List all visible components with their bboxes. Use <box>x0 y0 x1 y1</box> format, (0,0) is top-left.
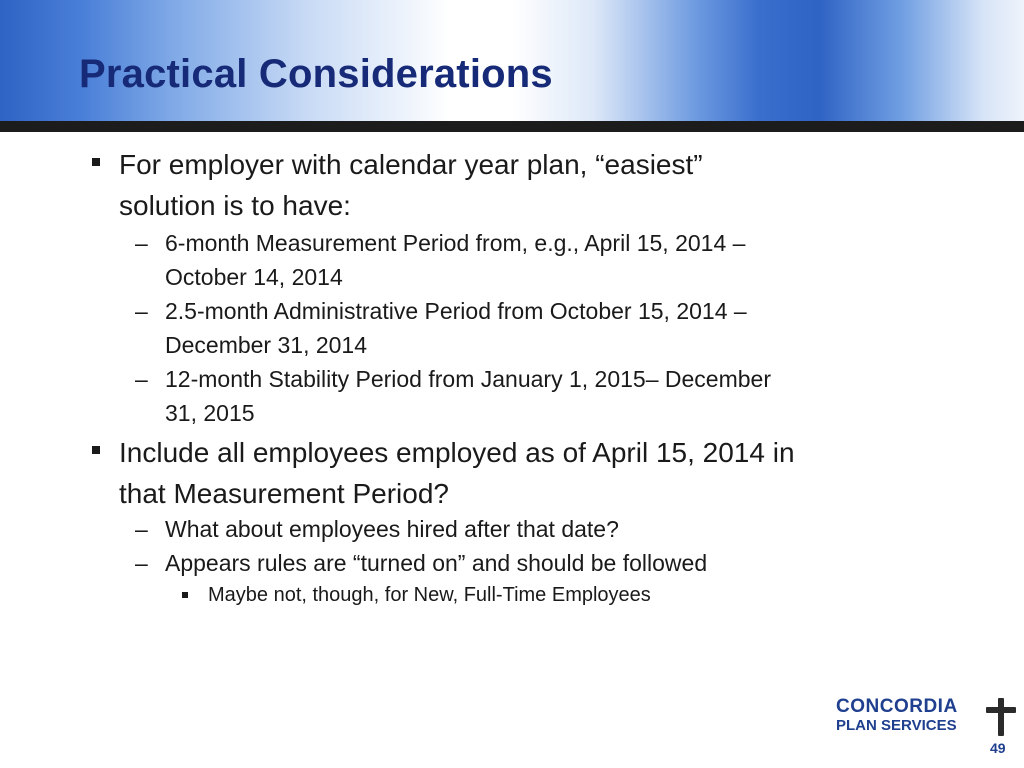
dash-bullet-icon: – <box>135 550 148 576</box>
sub-bullet-3-line-2: 31, 2015 <box>165 400 255 426</box>
dash-bullet-icon: – <box>135 298 148 324</box>
dash-bullet-icon: – <box>135 516 148 542</box>
square-bullet-icon <box>92 158 100 166</box>
sub-bullet-2-line-2: December 31, 2014 <box>165 332 368 358</box>
sub-bullet-2-line-1: 2.5-month Administrative Period from October 15, 2014 – <box>165 298 747 324</box>
slide-title: Practical Considerations <box>79 52 553 96</box>
bullet-1-line-1: For employer with calendar year plan, “easiest” <box>119 149 703 180</box>
logo-text-line-2: PLAN SERVICES <box>836 717 957 734</box>
sub-sub-bullet-1: Maybe not, though, for New, Full-Time Employees <box>208 584 651 606</box>
small-square-bullet-icon <box>182 592 188 598</box>
sub-bullet-4: What about employees hired after that date? <box>165 516 619 542</box>
square-bullet-icon <box>92 446 100 454</box>
sub-bullet-1-line-2: October 14, 2014 <box>165 264 343 290</box>
logo-text-line-1: CONCORDIA <box>836 696 958 717</box>
sub-bullet-5: Appears rules are “turned on” and should be followed <box>165 550 708 576</box>
bullet-2-line-2: that Measurement Period? <box>119 478 449 509</box>
dash-bullet-icon: – <box>135 366 148 392</box>
dash-bullet-icon: – <box>135 230 148 256</box>
sub-bullet-1-line-1: 6-month Measurement Period from, e.g., April 15, 2014 – <box>165 230 746 256</box>
bullet-1-line-2: solution is to have: <box>119 190 351 221</box>
bullet-2-line-1: Include all employees employed as of April 15, 2014 in <box>119 437 795 468</box>
concordia-logo <box>836 697 1016 739</box>
sub-bullet-3-line-1: 12-month Stability Period from January 1, 2015– December <box>165 366 771 392</box>
cross-icon <box>986 698 1016 736</box>
page-number: 49 <box>990 740 1006 756</box>
